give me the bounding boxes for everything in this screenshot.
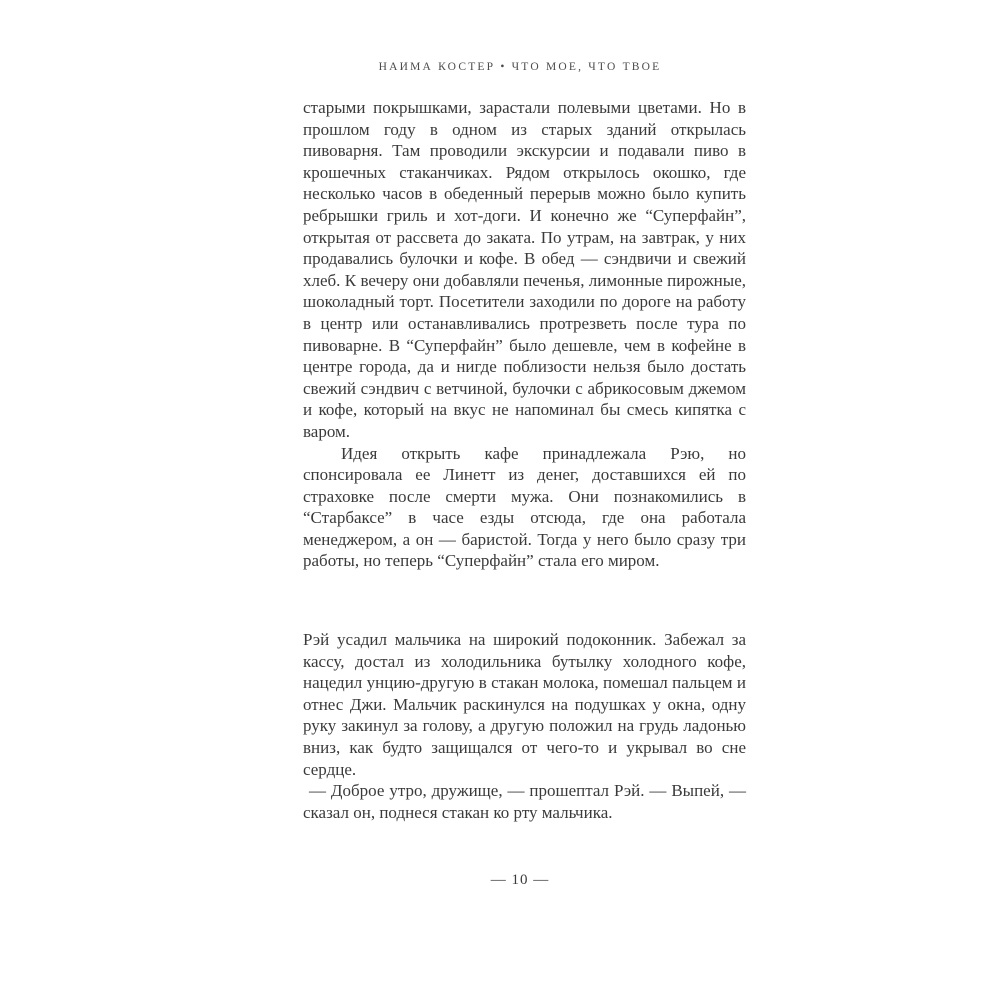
page-number: — 10 —: [490, 872, 550, 888]
paragraph: Идея открыть кафе принадлежала Рэю, но спонсировала ее Линетт из денег, доставшихся ей по страховке после смерти мужа. Они познакомились в “Старбаксе” в часе езды отсюда, где она работала менеджером, а он — баристой. Тогда у него было сразу три работы, но теперь “Суперфайн” стала его миром.: [303, 443, 746, 571]
paragraph: старыми покрышками, зарастали полевыми цветами. Но в прошлом году в одном из старых зданий открылась пивоварня. Там проводили экскурсии и подавали пиво в крошечных стаканчиках. Рядом открылось окошко, где несколько часов в обеденный перерыв можно было купить ребрышки гриль и хот-доги. И конечно же “Суперфайн”, открытая от рассвета до заката. По утрам, на завтрак, у них продавались булочки и кофе. В обед — сэндвичи и свежий хлеб. К вечеру они добавляли печенья, лимонные пирожные, шоколадный торт. Посетители заходили по дороге на работу в центр или останавливались протрезветь после тура по пивоварне. В “Суперфайн” было дешевле, чем в кофейне в центре города, да и нигде поблизости нельзя было достать свежий сэндвич с ветчиной, булочки с абрикосовым джемом и кофе, который на вкус не напоминал бы смесь кипятка с варом.: [303, 98, 746, 441]
running-header: НАИМА КОСТЕР • ЧТО МОЕ, ЧТО ТВОЕ: [378, 61, 662, 73]
paragraph-dialogue: — Доброе утро, дружище, — прошептал Рэй. — Выпей, — сказал он, поднеся стакан ко рту мальчика.: [303, 781, 746, 822]
paragraph: Рэй усадил мальчика на широкий подоконник. Забежал за кассу, достал из холодильника бутылку холодного кофе, нацедил унцию-другую в стакан молока, помешал пальцем и отнес Джи. Мальчик раскинулся на подушках у окна, одну руку закинул за голову, а другую положил на грудь ладонью вниз, как будто защищался от чего-то и укрывал во сне сердце.: [303, 630, 746, 779]
text-column: [303, 97, 746, 823]
